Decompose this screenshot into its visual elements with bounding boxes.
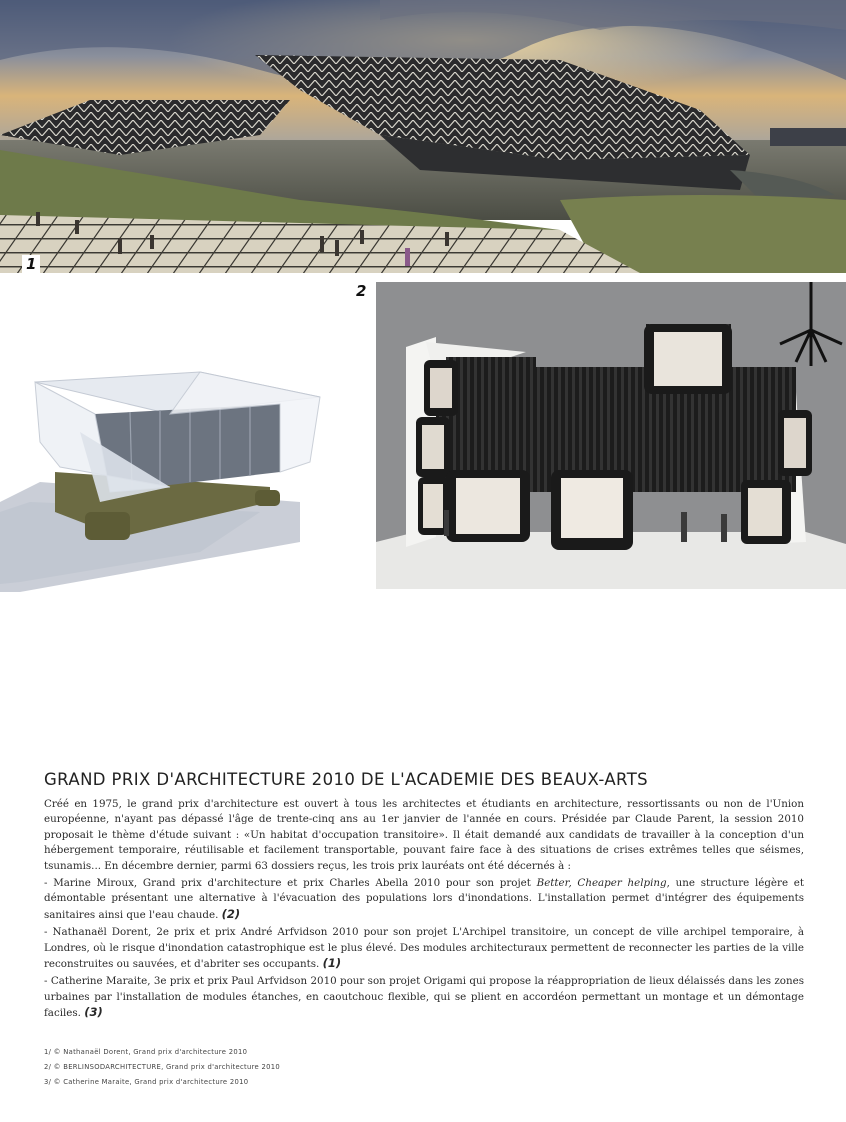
floating-module-illustration xyxy=(0,352,322,596)
figure-2-number: 2 xyxy=(356,282,367,300)
figure-3-origami-model xyxy=(376,282,846,589)
winner-2-paragraph xyxy=(44,925,804,972)
winner-2-figure-ref: (1) xyxy=(322,956,342,971)
credit-line-3: 3/ © Catherine Maraite, Grand prix d'architecture 2010 xyxy=(44,1078,249,1086)
credit-line-2: 2/ © BERLINSODARCHITECTURE, Grand prix d'architecture 2010 xyxy=(44,1063,280,1071)
winner-1-text-a: - Marine Miroux, Grand prix d'architecture et prix Charles Abella 2010 pour son projet xyxy=(44,877,537,890)
winner-1-project-name: Better, Cheaper helping xyxy=(536,877,667,890)
winner-1-figure-ref: (2) xyxy=(221,906,241,921)
article xyxy=(44,770,804,1024)
figure-1-number: 1 xyxy=(22,255,40,273)
winner-2-text: - Nathanaël Dorent, 2e prix et prix André Arfvidson 2010 pour son projet L'Archipel transitoire, un concept de ville archipel temporaire, à Londres, où le risque d'inondation catastrophique est le plus élevé. Des modules architecturaux permettent de reconnecter les parties de la ville reconstruites ou sauvées, et d'abriter ses occupants. xyxy=(44,926,804,971)
winner-1-paragraph xyxy=(44,876,804,923)
credit-line-1: 1/ © Nathanaël Dorent, Grand prix d'architecture 2010 xyxy=(44,1048,248,1056)
archipel-rendering-illustration xyxy=(0,0,846,273)
article-title: GRAND PRIX D'ARCHITECTURE 2010 DE L'ACADEMIE DES BEAUX-ARTS xyxy=(44,770,649,789)
winner-3-text: - Catherine Maraite, 3e prix et prix Paul Arfvidson 2010 pour son projet Origami qui propose la réappropriation de lieux délaissés dans les zones urbaines par l'installation de modules étanches, en caoutchouc flexible, qui se plient en accordéon permettant un montage et un démontage faciles. xyxy=(44,975,804,1020)
figure-2-module-rendering xyxy=(0,352,322,596)
winner-3-figure-ref: (3) xyxy=(84,1005,103,1020)
winner-3-paragraph xyxy=(44,974,804,1021)
article-intro: Créé en 1975, le grand prix d'architecture est ouvert à tous les architectes et étudiants en architecture, ressortissants ou non de l'Union européenne, n'ayant pas dépassé l'âge de trente-cinq ans au 1er janvier de l'année en cours. Présidée par Claude Parent, la session 2010 proposait le thème d'étude suivant : «Un habitat d'occupation transitoire». Il était demandé aux candidats de travailler à la conception d'un hébergement temporaire, réutilisable et facilement transportable, pouvant faire face à des situations de crises extrêmes telles que séismes, tsunamis... En décembre dernier, parmi 63 dossiers reçus, les trois prix lauréats ont été décernés à : xyxy=(44,798,804,872)
origami-model-illustration xyxy=(376,282,846,589)
photo-credits xyxy=(44,1045,544,1090)
figure-1-archipel-rendering xyxy=(0,0,846,273)
winner-1-text-b: , une structure légère et démontable présentant une alternative à l'évacuation des populations lors d'inondations. L'installation permet d'intégrer des équipements sanitaires ainsi que l'eau chaude. xyxy=(44,877,804,921)
